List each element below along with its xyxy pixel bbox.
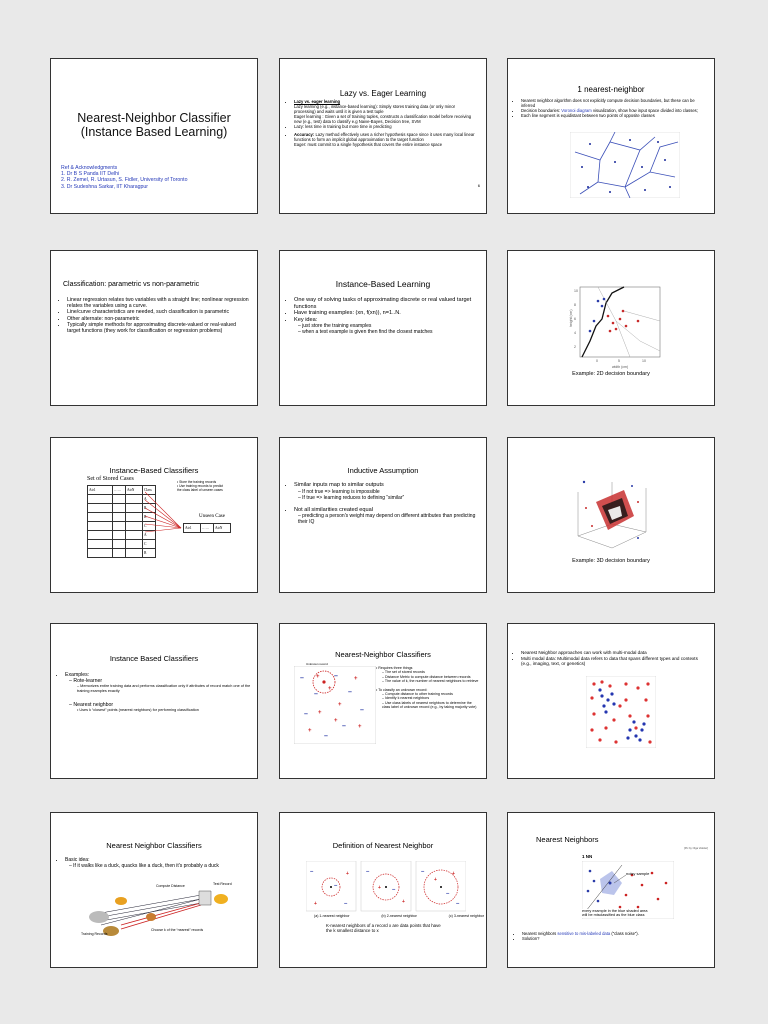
svg-text:–: – xyxy=(348,689,352,696)
slide-heading: Instance-Based Classifiers xyxy=(109,466,199,475)
cls-item: – Identify k nearest neighbors xyxy=(382,696,430,701)
svg-text:–: – xyxy=(314,691,318,698)
panel-captions xyxy=(314,914,484,918)
table-cell: A xyxy=(143,495,156,504)
svg-text:+: + xyxy=(334,718,338,724)
bullet-text: • Linear regression relates two variables with a straight line; nonlinear regression relates the variables using a curve. xyxy=(67,297,249,309)
table-cell: C xyxy=(143,522,156,531)
tick-x: 0 xyxy=(596,359,598,363)
svg-text:+: + xyxy=(378,885,381,891)
bullet-head: Accuracy: xyxy=(294,132,315,137)
sub-bullet: – when a test example is given then find the closest matches xyxy=(298,329,433,336)
sub-bullet: – just store the training examples xyxy=(298,323,372,330)
slide-nn-classifiers[interactable] xyxy=(279,623,487,779)
svg-text:+: + xyxy=(328,686,332,692)
slide-multimodal[interactable] xyxy=(507,623,715,779)
slide-heading: Definition of Nearest Neighbor xyxy=(332,841,434,850)
bullet-text: visualization, show how input space divided into classes; xyxy=(591,108,698,113)
svg-text:+: + xyxy=(308,728,312,734)
svg-text:–: – xyxy=(456,901,460,907)
note-text: Use training records to predict the class label of unseen cases xyxy=(177,484,224,492)
sub-bullet: – Nearest neighbor xyxy=(69,701,114,708)
slide-heading: Lazy vs. Eager Learning xyxy=(339,89,427,98)
bullet-text: Lazy learning (e.g., instance-based learning): Simply stores training data (or only minor processing) and waits until it is given a test tuple xyxy=(294,104,456,114)
req-item: – The value of k, the number of nearest neighbors to retrieve xyxy=(382,679,479,684)
sub-bullet: – If it walks like a duck, quacks like a duck, then it's probably a duck xyxy=(69,863,219,869)
bullet-text: • Each line segment is equidistant between two points of opposite classes xyxy=(521,113,708,118)
svg-text:–: – xyxy=(304,711,308,718)
svg-text:–: – xyxy=(421,869,425,875)
table-header: AtrN xyxy=(126,486,143,495)
bullet-text: • One way of solving tasks of approximating discrete or real valued target functions xyxy=(294,297,478,310)
mislabeled-link[interactable]: sensitive to mis-labeled data xyxy=(557,931,611,936)
multimodal-scatter xyxy=(586,676,656,748)
nn-requirements: • Requires three things – The set of stored records – Distance Metric to compute distance between records – The value of k, the number of nearest neighbors to retrieve • To classify an unknown record: – Compute distance to other training records – Identify k nearest neighbors – Use class labels of nearest neighbors to determine the class label of unknown record (e.g., by taking majority vote) xyxy=(376,666,479,710)
cls-item: – Use class labels of nearest neighbors to determine the class label of unknown record (e.g., by taking majority vote) xyxy=(382,700,477,710)
caption-b: (b) 2-nearest neighbor xyxy=(381,914,417,918)
table-header: AtrN xyxy=(214,524,231,533)
svg-text:+: + xyxy=(358,724,362,730)
slide-heading: 1 nearest-neighbor xyxy=(577,85,645,94)
slide-definition-nn[interactable] xyxy=(279,812,487,968)
voronoi-link[interactable]: Voronoi diagram xyxy=(561,108,592,113)
training-records-label: Training Records xyxy=(81,932,108,936)
slide-parametric[interactable] xyxy=(50,250,258,406)
bullet-text: Lazy method effectively uses a richer hypothesis space since it uses many local linear functions to form an implicit global approximation to the target function xyxy=(294,132,475,142)
table-cell: B xyxy=(143,504,156,513)
svg-text:–: – xyxy=(310,869,314,875)
slide-heading: Nearest Neighbors xyxy=(536,835,599,844)
bullet-text: Eager learning : Given a set of training tuples, constructs a classification model before receiving new (e.g., test) data to classify e.g Naive-Bayes, Decision tree, SVM xyxy=(294,114,472,124)
compute-distance-label: Compute Distance xyxy=(156,884,185,888)
svg-text:–: – xyxy=(360,707,364,714)
tick-y: 2 xyxy=(574,345,576,349)
slide-heading: Inductive Assumption xyxy=(347,466,419,475)
page-number: 6 xyxy=(477,183,480,188)
bullet-text: Decision boundaries: xyxy=(521,108,562,113)
unseen-case-title: Unseen Case xyxy=(199,514,225,519)
slide-lazy-eager[interactable] xyxy=(279,58,487,214)
slide-instance-based[interactable] xyxy=(279,250,487,406)
tick-x: 10 xyxy=(642,359,646,363)
bullet-text: • Nearest Neighbor approaches can work with multi-modal data xyxy=(521,650,708,656)
choose-k-label: Choose k of the “nearest” records xyxy=(151,928,204,932)
bullet-text: (“class noise”). xyxy=(610,931,639,936)
slide-heading: Instance Based Classifiers xyxy=(109,654,199,663)
svg-text:+: + xyxy=(338,702,342,708)
bullet-text: • Solution? xyxy=(522,936,708,941)
decision-boundary-3d xyxy=(572,472,652,550)
req-heading: Requires three things xyxy=(378,666,413,670)
table-header: Class xyxy=(143,486,156,495)
slide-inductive[interactable] xyxy=(279,437,487,593)
svg-text:–: – xyxy=(392,887,396,893)
bullet-text: • Similar inputs map to similar outputs xyxy=(294,482,478,489)
table-title: Set of Stored Cases xyxy=(87,476,134,482)
sub-sub-bullet: • Uses k “closest” points (nearest neighbors) for performing classification xyxy=(77,707,199,712)
nn-label: 1 NN xyxy=(582,854,593,859)
sub-bullet: – predicting a person's weight may depend on different attributes than predicting their IQ xyxy=(298,513,476,526)
y-axis-label: height (cm) xyxy=(569,309,573,327)
table-cell: A xyxy=(143,531,156,540)
table-notes: • Store the training records • Use training records to predict the class label of unseen cases xyxy=(177,480,224,492)
bullet-text: • Other alternate: non-parametric xyxy=(67,316,249,322)
table-header: …… xyxy=(113,486,126,495)
svg-text:–: – xyxy=(446,891,450,897)
slide-title-heading: Nearest-Neighbor Classifier (Instance Based Learning) xyxy=(77,111,231,139)
picture-credit: [Pic by Olga Veksler] xyxy=(684,847,708,850)
tick-y: 4 xyxy=(574,331,576,335)
svg-text:–: – xyxy=(300,675,304,682)
svg-text:+: + xyxy=(452,871,455,877)
bullet-text: • Multi modal data: Multimodal data refers to data that spans different types and contexts (e.g., imaging, text, or genetics) xyxy=(521,656,708,667)
table-header: …… xyxy=(201,524,214,533)
svg-text:+: + xyxy=(314,901,317,907)
sub-sub-bullet: – Memorizes entire training data and performs classification only if attributes of record match one of the training examples exactly xyxy=(77,684,251,693)
table-header: Atr1 xyxy=(184,524,201,533)
table-cell: C xyxy=(143,540,156,549)
tick-y: 6 xyxy=(574,317,576,321)
tick-y: 8 xyxy=(574,303,576,307)
slide-heading: Nearest Neighbor Classifiers xyxy=(106,841,202,850)
slide-2d-boundary[interactable] xyxy=(507,250,715,406)
mapping-arrows xyxy=(145,490,185,538)
svg-text:+: + xyxy=(346,871,349,877)
slide-heading: Instance-Based Learning xyxy=(335,279,431,289)
cls-heading: To classify an unknown record: xyxy=(378,687,428,692)
ref-heading: Ref & Acknowledgments xyxy=(61,165,118,171)
bullet-text: • Typically simple methods for approximating discrete-valued or real-valued target functions (they work for classification or regression problems) xyxy=(67,322,249,334)
figure-caption: Example: 2D decision boundary xyxy=(572,371,650,377)
references xyxy=(61,165,187,190)
knn-panels xyxy=(306,861,466,921)
figure-caption: Example: 3D decision boundary xyxy=(572,558,650,564)
slide-heading: Nearest-Neighbor Classifiers xyxy=(335,650,431,659)
slide-heading: Classification: parametric vs non-parametric xyxy=(63,281,200,288)
svg-text:+: + xyxy=(402,899,405,905)
caption-a: (a) 1-nearest neighbor xyxy=(314,914,350,918)
ref-item: 2. R. Zemel, R. Urtasun, S. Fidler, University of Toronto xyxy=(61,177,188,184)
svg-text:+: + xyxy=(354,676,358,682)
bullet-text: • Not all similarities created equal xyxy=(294,507,478,514)
svg-text:–: – xyxy=(366,869,370,875)
knn-definition: K-nearest neighbors of a record x are data points that have the k smallest distance to x xyxy=(326,923,441,934)
bullet-text: • Basic idea: xyxy=(65,857,251,863)
noisy-sample-label: noisy sample xyxy=(626,871,650,876)
ref-item: 1. Dr B S Panda IIT Delhi xyxy=(61,171,120,178)
test-record-label: Test Record xyxy=(213,882,232,886)
bullet-text: • Line/curve characteristics are needed, such classification is parametric xyxy=(67,309,249,315)
bullet-text: • Lazy: less time in training but more time in predicting xyxy=(294,124,476,129)
x-axis-label: width (cm) xyxy=(612,365,629,369)
cls-item: – Compute distance to other training records xyxy=(382,692,453,697)
duck-diagram xyxy=(81,877,241,937)
unknown-record-label: Unknown record xyxy=(306,662,328,666)
svg-text:–: – xyxy=(334,673,338,680)
slide-instance-based-classifiers[interactable] xyxy=(50,623,258,779)
slide-nn-duck[interactable] xyxy=(50,812,258,968)
voronoi-diagram xyxy=(570,132,680,198)
bullet-text: Eager: must commit to a single hypothesis that covers the entire instance space xyxy=(294,142,443,147)
note-text: Store the training records xyxy=(179,480,217,484)
bullet-head: Lazy vs. eager learning xyxy=(294,99,341,104)
unseen-case-table xyxy=(183,523,231,533)
svg-text:–: – xyxy=(324,733,328,740)
bullet-text: • Have training examples: (xn, f(xn)), n=1..N. xyxy=(294,310,478,317)
sub-bullet: – If not true => learning is impossible xyxy=(298,488,380,495)
svg-text:–: – xyxy=(334,883,338,889)
nn-scatter xyxy=(294,666,376,744)
bullet-text: • Key idea: xyxy=(294,317,478,324)
slide-3d-boundary[interactable] xyxy=(507,437,715,593)
svg-text:–: – xyxy=(344,901,348,907)
bullet-text: • Examples: xyxy=(65,672,251,678)
tick-x: 5 xyxy=(618,359,620,363)
slide-1nn[interactable] xyxy=(507,58,715,214)
svg-text:+: + xyxy=(316,674,320,680)
sub-bullet: – If true => learning reduces to defining “similar” xyxy=(298,494,405,501)
svg-text:–: – xyxy=(342,723,346,730)
bullet-text: Nearest neighbors xyxy=(522,931,558,936)
table-header: Atr1 xyxy=(88,486,113,495)
bullet-text: • Nearest neighbor algorithm does not explicitly compute decision boundaries, but these can be inferred xyxy=(521,98,708,108)
table-cell: B xyxy=(143,513,156,522)
misclassified-note: every example in the blue shaded area will be misclassified as the blue class xyxy=(582,909,652,918)
slide-instance-classifiers[interactable] xyxy=(50,437,258,593)
caption-c: (c) 3-nearest neighbor xyxy=(448,914,484,918)
slide-nearest-neighbors[interactable] xyxy=(507,812,715,968)
svg-text:+: + xyxy=(318,710,322,716)
req-item: – Distance Metric to compute distance between records xyxy=(382,674,471,679)
req-item: – The set of stored records xyxy=(382,670,425,675)
decision-boundary-2d xyxy=(568,281,664,371)
ref-item: 3. Dr Sudeshna Sarkar, IIT Kharagpur xyxy=(61,183,148,190)
slide-title[interactable] xyxy=(50,58,258,214)
sub-bullet: – Rote-learner xyxy=(69,678,103,685)
tick-y: 10 xyxy=(574,289,578,293)
table-cell: B xyxy=(143,549,156,558)
svg-text:+: + xyxy=(434,877,437,883)
